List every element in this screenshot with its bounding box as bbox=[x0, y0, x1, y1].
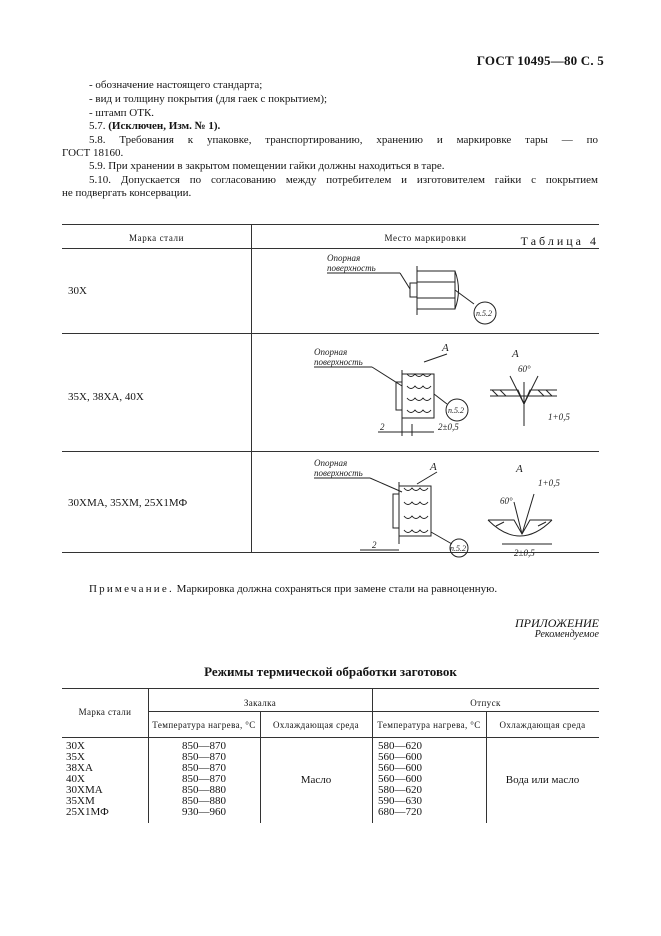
heat-table-temper-temp-2: 560—600 bbox=[378, 751, 422, 763]
heat-table-divider-3 bbox=[372, 688, 373, 823]
heat-table-steel-1: 30Х bbox=[66, 740, 85, 752]
paragraph-5-10-line-2: не подвергать консервации. bbox=[62, 187, 192, 199]
angle-label-3: 60° bbox=[500, 496, 513, 506]
dim-depth-drawing-3: 1+0,5 bbox=[538, 478, 560, 488]
note-text: Маркировка должна сохраняться при замене стали на равноценную. bbox=[176, 583, 498, 595]
heat-table-quench-temp-3: 850—870 bbox=[182, 762, 226, 774]
label-surface-1: поверхность bbox=[327, 263, 376, 273]
heat-table-temper-medium: Вода или масло bbox=[505, 774, 580, 786]
label-support-1: Опорная bbox=[327, 253, 361, 263]
appendix-subtitle: Рекомендуемое bbox=[534, 629, 599, 640]
heat-table-header-rule bbox=[62, 737, 599, 738]
ref-5-2-1: п.5.2 bbox=[476, 309, 492, 318]
view-a-label-3: А bbox=[430, 461, 437, 473]
heat-table-steel-5: 30ХМА bbox=[66, 784, 103, 796]
view-a-label-2: А bbox=[442, 342, 449, 354]
dim-2-drawing-2: 2 bbox=[380, 422, 385, 432]
heat-table-quench-temp-7: 930—960 bbox=[182, 806, 226, 818]
appendix-title: ПРИЛОЖЕНИЕ bbox=[515, 616, 599, 630]
paragraph-5-7 bbox=[89, 121, 220, 132]
table-4-top-rule bbox=[62, 224, 599, 225]
note-label: Примечание. bbox=[89, 583, 174, 595]
heat-table-header-steel: Марка стали bbox=[78, 707, 132, 717]
heat-table-steel-7: 25Х1МФ bbox=[66, 806, 109, 818]
heat-table-temper-temp-4: 560—600 bbox=[378, 773, 422, 785]
paragraph-5-9: 5.9. При хранении в закрытом помещении гайки должны находиться в таре. bbox=[89, 160, 445, 172]
label-surface-2: поверхность bbox=[314, 357, 363, 367]
heat-table-steel-3: 38ХА bbox=[66, 762, 93, 774]
heat-table-quench-temp-4: 850—870 bbox=[182, 773, 226, 785]
heat-table-header-temper-temp: Температура нагрева, °С bbox=[377, 720, 481, 730]
table-4-header-place: Место маркировки bbox=[384, 233, 467, 243]
heat-table-steel-2: 35Х bbox=[66, 751, 85, 763]
table-4-caption: Таблица 4 bbox=[520, 234, 599, 248]
table-4-row-1-steel: 30Х bbox=[68, 285, 87, 297]
heat-table-header-quench-temp: Температура нагрева, °С bbox=[152, 720, 256, 730]
dim-width-drawing-3: 2±0,5 bbox=[514, 548, 535, 558]
dim-2-drawing-3: 2 bbox=[372, 540, 377, 550]
heat-table-quench-medium: Масло bbox=[300, 774, 332, 786]
nut-marking-drawing-1 bbox=[252, 249, 598, 333]
table-4-header-steel: Марка стали bbox=[129, 233, 184, 243]
heat-table-header-quench: Закалка bbox=[243, 698, 277, 708]
paragraph-5-7-number: 5.7. bbox=[89, 120, 106, 132]
bullet-otk-stamp: - штамп ОТК. bbox=[89, 107, 155, 119]
heat-table-top-rule bbox=[62, 688, 599, 689]
heat-table-header-quench-medium: Охлаждающая среда bbox=[272, 720, 360, 730]
ref-5-2-2: п.5.2 bbox=[448, 406, 464, 415]
label-support-3: Опорная bbox=[314, 458, 348, 468]
heat-table-quench-temp-5: 850—880 bbox=[182, 784, 226, 796]
label-surface-3: поверхность bbox=[314, 468, 363, 478]
heat-table-temper-temp-7: 680—720 bbox=[378, 806, 422, 818]
table-4-row-2-steel: 35Х, 38ХА, 40Х bbox=[68, 391, 144, 403]
heat-table-steel-4: 40Х bbox=[66, 773, 85, 785]
heat-table-group-rule bbox=[148, 711, 599, 712]
table-4-row-3-steel: 30ХМА, 35ХМ, 25Х1МФ bbox=[68, 497, 188, 509]
table-4-note bbox=[89, 582, 497, 596]
heat-table-temper-temp-1: 580—620 bbox=[378, 740, 422, 752]
paragraph-5-8-line-2: ГОСТ 18160. bbox=[62, 147, 124, 159]
section-a-label-3: А bbox=[516, 463, 523, 475]
heat-table-header-temper: Отпуск bbox=[470, 698, 501, 708]
heat-table-temper-temp-5: 580—620 bbox=[378, 784, 422, 796]
paragraph-5-10-line-1: 5.10. Допускается по согласованию между потребителем и изготовителем гайки с покрытием bbox=[89, 174, 598, 186]
dim-depth-drawing-2: 1+0,5 bbox=[548, 412, 570, 422]
bullet-standard-designation: - обозначение настоящего стандарта; bbox=[89, 79, 263, 91]
heat-table-quench-temp-1: 850—870 bbox=[182, 740, 226, 752]
ref-5-2-3: п.5.2 bbox=[450, 544, 466, 553]
heat-table-steel-6: 35ХМ bbox=[66, 795, 95, 807]
nut-marking-drawing-2 bbox=[252, 334, 598, 451]
page-header: ГОСТ 10495—80 С. 5 bbox=[476, 53, 604, 68]
heat-table-quench-temp-2: 850—870 bbox=[182, 751, 226, 763]
paragraph-5-7-text: (Исключен, Изм. № 1). bbox=[108, 120, 221, 132]
dim-width-drawing-2: 2±0,5 bbox=[438, 422, 459, 432]
label-support-2: Опорная bbox=[314, 347, 348, 357]
heat-table-temper-temp-3: 560—600 bbox=[378, 762, 422, 774]
paragraph-5-8-line-1: 5.8. Требования к упаковке, транспортированию, хранению и маркировке тары — по bbox=[89, 134, 598, 146]
heat-table-temper-temp-6: 590—630 bbox=[378, 795, 422, 807]
heat-table-header-temper-medium: Охлаждающая среда bbox=[499, 720, 586, 730]
angle-label-2: 60° bbox=[518, 364, 531, 374]
section-a-label-2: А bbox=[512, 348, 519, 360]
nut-marking-drawing-3 bbox=[252, 452, 598, 558]
bullet-coating-type: - вид и толщину покрытия (для гаек с покрытием); bbox=[89, 93, 328, 105]
heat-table-quench-temp-6: 850—880 bbox=[182, 795, 226, 807]
heat-table-title: Режимы термической обработки заготовок bbox=[204, 664, 457, 679]
